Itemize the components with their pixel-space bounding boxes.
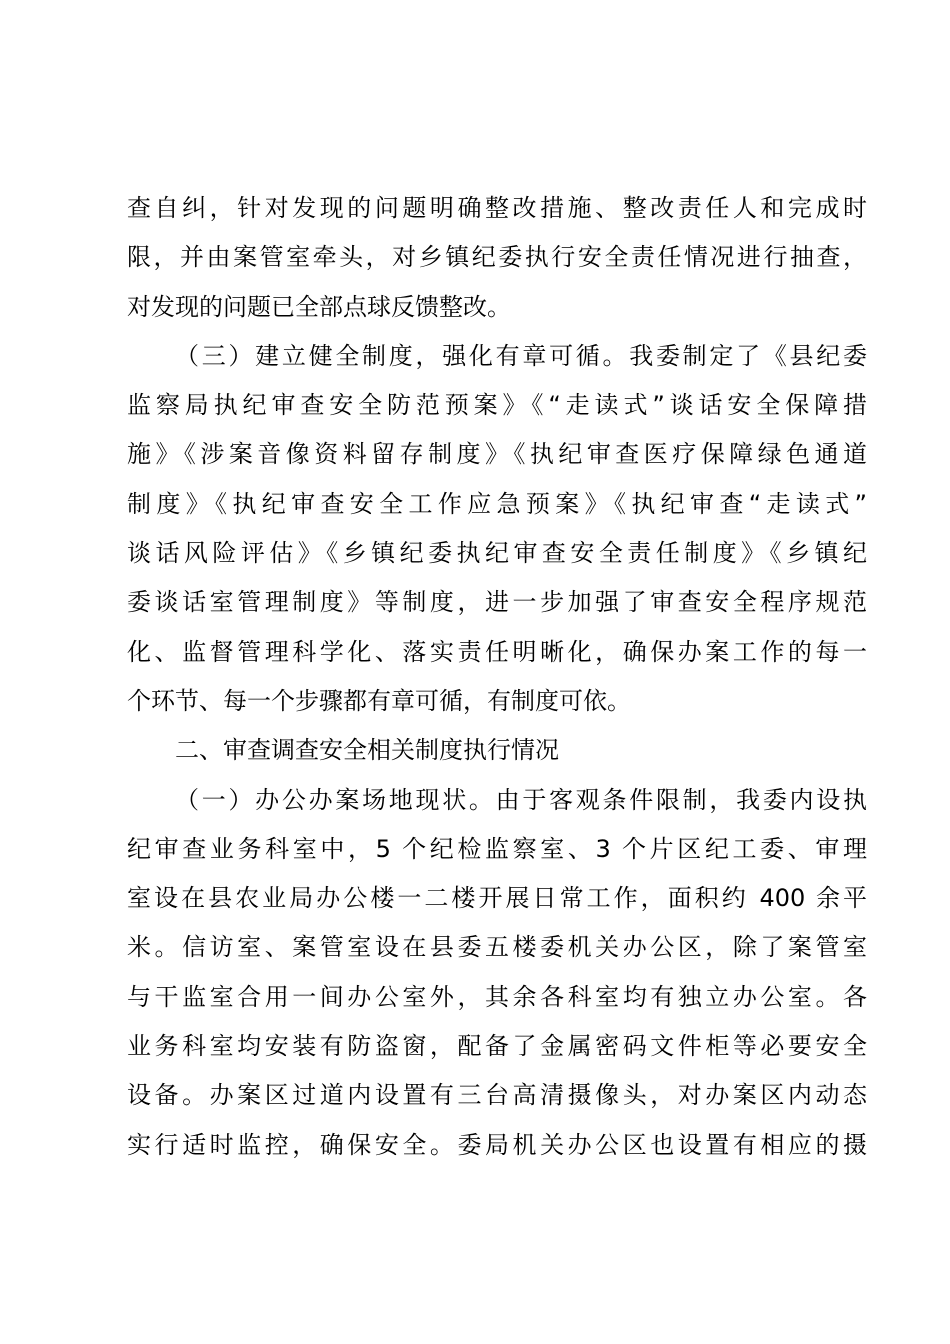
text-line: 制度》《执纪审查安全工作应急预案》《执纪审查“走读式” <box>127 489 867 518</box>
section-heading: 二、审查调查安全相关制度执行情况 <box>175 736 559 765</box>
text-line: 查自纠，针对发现的问题明确整改措施、整改责任人和完成时 <box>127 194 867 222</box>
text-line: 个环节、每一个步骤都有章可循，有制度可依。 <box>127 686 631 715</box>
text-line: 对发现的问题已全部点球反馈整改。 <box>127 292 511 321</box>
text-line: 委谈话室管理制度》等制度，进一步加强了审查安全程序规范 <box>127 588 867 617</box>
text-line: 与干监室合用一间办公室外，其余各科室均有独立办公室。各 <box>127 982 867 1011</box>
text-line: 限，并由案管室牵头，对乡镇纪委执行安全责任情况进行抽查， <box>127 243 867 272</box>
text-line: 纪审查业务科室中，5 个纪检监察室、3 个片区纪工委、审理 <box>127 834 867 863</box>
text-line: 业务科室均安装有防盗窗，配备了金属密码文件柜等必要安全 <box>127 1032 867 1061</box>
text-line: 设备。办案区过道内设置有三台高清摄像头，对办案区内动态 <box>127 1081 867 1110</box>
text-line: 室设在县农业局办公楼一二楼开展日常工作，面积约 400 余平 <box>127 884 867 913</box>
document-body <box>127 184 867 1170</box>
text-line: 谈话风险评估》《乡镇纪委执纪审查安全责任制度》《乡镇纪 <box>127 539 867 568</box>
text-line: 施》《涉案音像资料留存制度》《执纪审查医疗保障绿色通道 <box>127 440 867 469</box>
section-heading-line: （三）建立健全制度，强化有章可循。我委制定了《县纪委 <box>175 341 867 370</box>
text-line: 米。信访室、案管室设在县委五楼委机关办公区，除了案管室 <box>127 933 867 962</box>
text-line: 实行适时监控，确保安全。委局机关办公区也设置有相应的摄 <box>127 1130 867 1159</box>
section-heading-line: （一）办公办案场地现状。由于客观条件限制，我委内设执 <box>175 785 867 814</box>
text-line: 化、监督管理科学化、落实责任明晰化，确保办案工作的每一 <box>127 637 867 666</box>
text-line: 监察局执纪审查安全防范预案》《“走读式”谈话安全保障措 <box>127 391 867 420</box>
